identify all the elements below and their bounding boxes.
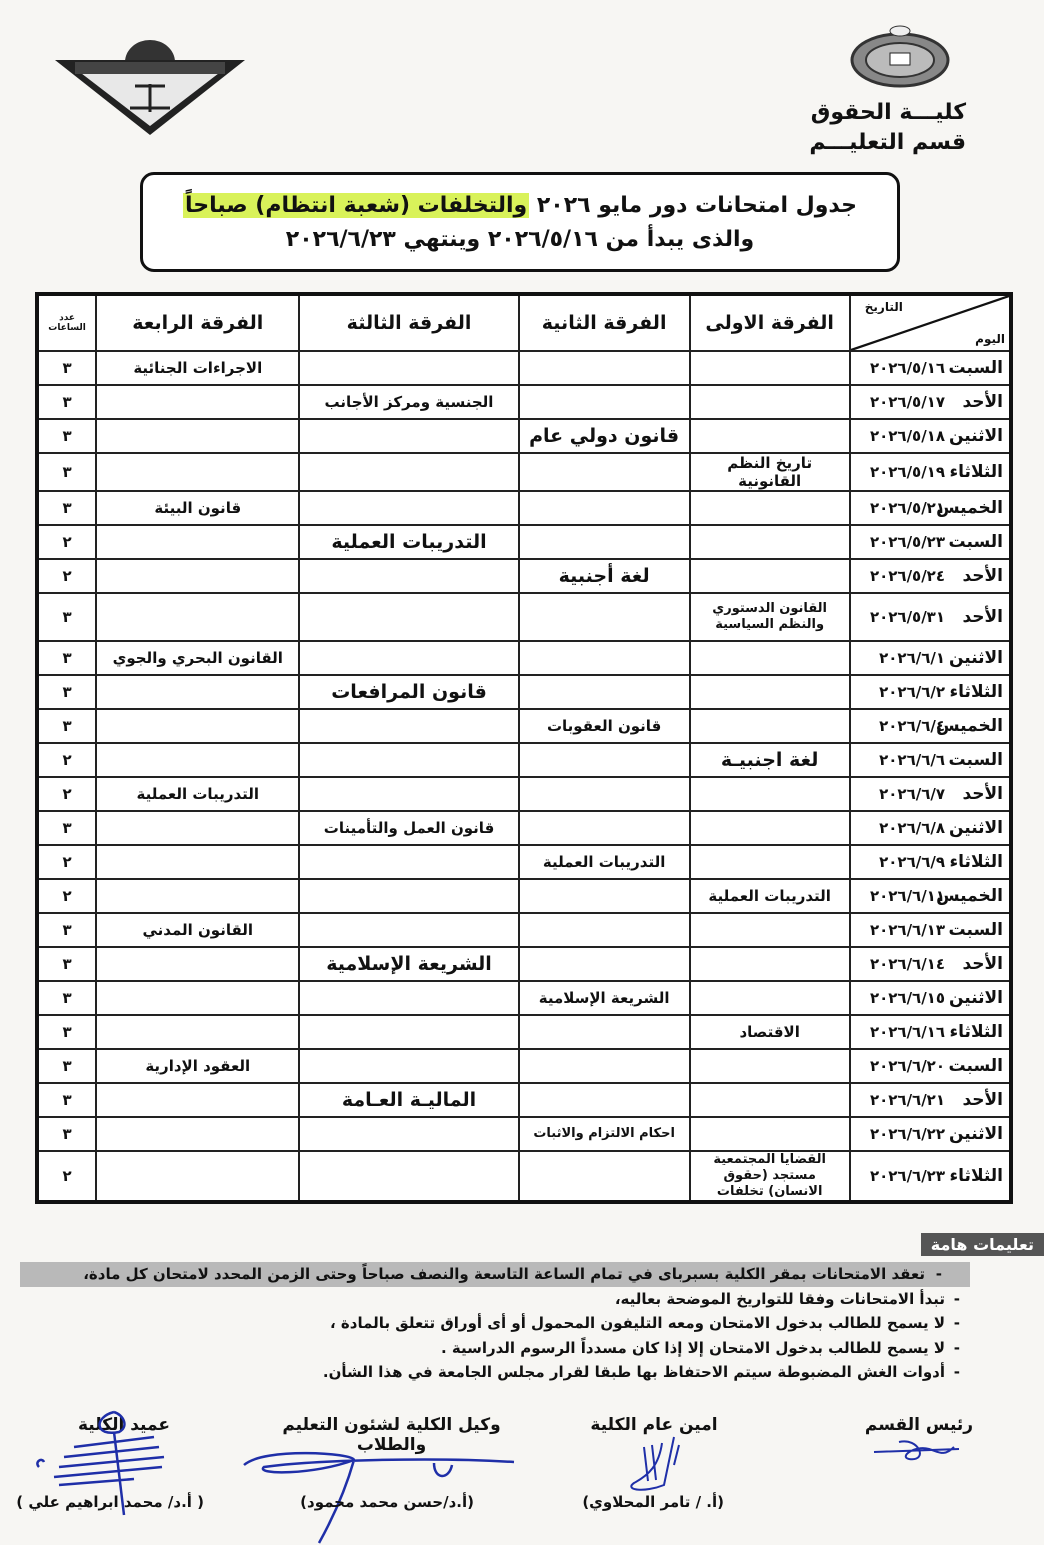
g2-subject-cell [519,913,690,947]
signature-dean [16,1415,204,1511]
g4-subject-cell: القانون المدني [96,913,299,947]
day-name: السبت [948,358,1003,378]
g3-subject-cell [299,491,518,525]
g3-subject-cell [299,1117,518,1151]
instructions-list [0,1262,1000,1385]
g3-subject-cell [299,1015,518,1049]
day-name: الاثنين [948,818,1003,838]
hours-cell: ٢ [37,777,96,811]
exam-date: ٢٠٢٦/٥/١٩ [869,463,945,481]
exam-schedule-table [35,292,1013,1204]
handwritten-signature-icon [869,1437,969,1467]
exam-date: ٢٠٢٦/٦/٢٠ [869,1057,945,1075]
g4-subject-cell [96,1015,299,1049]
g1-subject-cell: الاقتصاد [690,1015,850,1049]
signature-role: امين عام الكلية [590,1415,718,1435]
day-name: السبت [948,750,1003,770]
exam-date: ٢٠٢٦/٦/٨ [879,819,945,837]
day-date-cell [850,641,1011,675]
table-row [37,981,1011,1015]
exam-date: ٢٠٢٦/٦/٦ [879,751,945,769]
g4-subject-cell [96,559,299,593]
g1-subject-cell [690,525,850,559]
day-date-cell [850,453,1011,491]
g2-subject-cell: قانون العقوبات [519,709,690,743]
day-date-cell [850,743,1011,777]
table-row [37,593,1011,641]
table-row [37,419,1011,453]
signature-role: رئيس القسم [864,1415,974,1435]
org-header [809,98,966,158]
g4-subject-cell [96,743,299,777]
exam-date: ٢٠٢٦/٦/١٣ [869,921,945,939]
g1-subject-cell [690,675,850,709]
document-title [140,172,900,272]
exam-date: ٢٠٢٦/٥/٣١ [869,608,945,626]
signature-department-head [859,1415,979,1435]
g3-subject-cell [299,743,518,777]
signature-role: وكيل الكلية لشئون التعليم والطلاب [282,1415,501,1455]
signature-name: (أ.د/حسن محمد محمود) [300,1493,474,1511]
g1-subject-cell [690,709,850,743]
g1-subject-cell: تاريخ النظم القانونية [690,453,850,491]
g4-subject-cell [96,981,299,1015]
instruction-item: - تبدأ الامتحانات وفقا للتواريخ الموضحة بعاليه، [0,1287,1000,1312]
day-name: الخميس [936,498,1003,518]
g4-subject-cell [96,675,299,709]
hours-cell: ٣ [37,981,96,1015]
hours-cell: ٣ [37,913,96,947]
day-date-cell [850,675,1011,709]
g3-subject-cell: الشريعة الإسلامية [299,947,518,981]
table-row [37,777,1011,811]
g4-subject-cell: قانون البيئة [96,491,299,525]
hours-cell: ٣ [37,593,96,641]
day-date-cell [850,709,1011,743]
title-line-1 [143,189,897,223]
day-date-cell [850,491,1011,525]
g3-subject-cell [299,981,518,1015]
hours-cell: ٣ [37,1015,96,1049]
table-row [37,525,1011,559]
exam-date: ٢٠٢٦/٦/١١ [869,887,945,905]
g4-subject-cell [96,1117,299,1151]
g1-subject-cell [690,351,850,385]
table-row [37,1083,1011,1117]
day-name: الأحد [962,784,1003,804]
instruction-item: - لا يسمح للطالب بدخول الامتحان إلا إذا كان مسدداً الرسوم الدراسية . [0,1336,1000,1361]
g1-subject-cell [690,913,850,947]
exam-date: ٢٠٢٦/٦/١٤ [869,955,945,973]
g4-subject-cell [96,879,299,913]
day-name: السبت [948,532,1003,552]
table-row [37,385,1011,419]
g3-header: الفرقة الثالثة [299,294,518,351]
signature-name: ( أ.د/ محمد ابراهيم علي ) [16,1493,204,1511]
day-name: الأحد [962,954,1003,974]
faculty-law-scales-logo-icon [55,40,245,135]
g2-subject-cell: التدريبات العملية [519,845,690,879]
g4-subject-cell: التدريبات العملية [96,777,299,811]
table-row [37,641,1011,675]
day-name: الثلاثاء [949,462,1003,482]
day-name: الاثنين [948,426,1003,446]
table-row [37,559,1011,593]
g1-subject-cell: التدريبات العملية [690,879,850,913]
table-row [37,743,1011,777]
g3-subject-cell: قانون المرافعات [299,675,518,709]
table-row [37,709,1011,743]
g4-subject-cell: العقود الإدارية [96,1049,299,1083]
day-name: السبت [948,1056,1003,1076]
g1-subject-cell [690,1083,850,1117]
day-name: السبت [948,920,1003,940]
hours-header: عدد الساعات [37,294,96,351]
hours-cell: ٣ [37,453,96,491]
g2-subject-cell [519,947,690,981]
g3-subject-cell [299,1151,518,1202]
title-highlight: والتخلفات (شعبة انتظام) صباحاً [185,193,528,218]
g1-subject-cell [690,419,850,453]
handwritten-signature-icon [604,1435,704,1495]
table-row [37,1117,1011,1151]
table-row [37,1049,1011,1083]
g1-header: الفرقة الاولى [690,294,850,351]
exam-date: ٢٠٢٦/٦/١٦ [869,1023,945,1041]
table-row [37,913,1011,947]
g3-subject-cell [299,419,518,453]
g2-subject-cell [519,879,690,913]
signatures-section [0,1415,1044,1525]
hours-cell: ٣ [37,641,96,675]
day-date-cell [850,385,1011,419]
g2-subject-cell [519,675,690,709]
g2-subject-cell: الشريعة الإسلامية [519,981,690,1015]
exam-date: ٢٠٢٦/٦/١٥ [869,989,945,1007]
date-header-label: التاريخ [864,300,903,314]
day-date-cell [850,947,1011,981]
g3-subject-cell [299,453,518,491]
exam-date: ٢٠٢٦/٦/٩ [879,853,945,871]
exam-date: ٢٠٢٦/٦/٧ [879,785,945,803]
day-date-cell [850,981,1011,1015]
day-date-cell [850,419,1011,453]
signature-name: (أ. / تامر المحلاوي) [582,1493,724,1511]
hours-cell: ٢ [37,845,96,879]
g1-subject-cell [690,1117,850,1151]
hours-cell: ٣ [37,1083,96,1117]
day-name: الأحد [962,607,1003,627]
day-name: الاثنين [948,648,1003,668]
g1-subject-cell [690,947,850,981]
exam-date: ٢٠٢٦/٦/١ [879,649,945,667]
g4-subject-cell [96,1151,299,1202]
signature-role: عميد الكلية [78,1415,170,1435]
hours-cell: ٣ [37,385,96,419]
g2-subject-cell [519,351,690,385]
department-name: قسم التعليـــم [809,130,966,155]
g1-subject-cell: القانون الدستوري والنظم السياسية [690,593,850,641]
table-row [37,491,1011,525]
hours-cell: ٣ [37,351,96,385]
g3-subject-cell: الماليـة العـامة [299,1083,518,1117]
g4-header: الفرقة الرابعة [96,294,299,351]
g2-subject-cell: لغة أجنبية [519,559,690,593]
day-date-cell [850,559,1011,593]
g2-subject-cell [519,385,690,419]
g3-subject-cell [299,1049,518,1083]
g2-subject-cell [519,525,690,559]
g2-subject-cell [519,641,690,675]
table-row [37,879,1011,913]
day-name: الثلاثاء [949,682,1003,702]
instruction-item: - تعقد الامتحانات بمقر الكلية بسبرباى في تمام الساعة التاسعة والنصف صباحاً وحتى الزمن المحدد لامتحان كل مادة، [20,1262,970,1287]
table-row [37,351,1011,385]
hours-cell: ٣ [37,1049,96,1083]
day-date-cell [850,1049,1011,1083]
title-line-2: والذى يبدأ من ٢٠٢٦/٥/١٦ وينتهي ٢٠٢٦/٦/٢٣ [285,227,755,252]
day-date-cell [850,879,1011,913]
day-name: الأحد [962,1090,1003,1110]
day-date-cell [850,1015,1011,1049]
exam-date: ٢٠٢٦/٥/٢٣ [869,533,945,551]
day-date-cell [850,593,1011,641]
hours-cell: ٣ [37,491,96,525]
exam-date: ٢٠٢٦/٦/٢١ [869,1091,945,1109]
g3-subject-cell: الجنسية ومركز الأجانب [299,385,518,419]
g4-subject-cell [96,811,299,845]
g4-subject-cell [96,525,299,559]
g1-subject-cell: القضايا المجتمعية مستجد (حقوق الانسان) تخلفات [690,1151,850,1202]
exam-date: ٢٠٢٦/٦/٤ [879,717,945,735]
g3-subject-cell [299,777,518,811]
exam-date: ٢٠٢٦/٥/١٧ [869,393,945,411]
faculty-name: كليـــة الحقوق [810,100,966,125]
g2-subject-cell: احكام الالتزام والاثبات [519,1117,690,1151]
g3-subject-cell [299,641,518,675]
hours-cell: ٣ [37,811,96,845]
g1-subject-cell [690,641,850,675]
day-header-label: اليوم [975,332,1005,346]
g1-subject-cell: لغة اجنبيـة [690,743,850,777]
g1-subject-cell [690,385,850,419]
table-row [37,453,1011,491]
g2-subject-cell [519,777,690,811]
day-name: الاثنين [948,988,1003,1008]
hours-cell: ٣ [37,947,96,981]
g3-subject-cell [299,593,518,641]
day-name: الثلاثاء [949,1166,1003,1186]
hours-cell: ٢ [37,1151,96,1202]
day-date-cell [850,777,1011,811]
signature-vice-dean [254,1415,529,1511]
hours-cell: ٣ [37,709,96,743]
g4-subject-cell: الاجراءات الجنائية [96,351,299,385]
day-name: الاثنين [948,1124,1003,1144]
table-header-row [37,294,1011,351]
g1-subject-cell [690,491,850,525]
hours-cell: ٢ [37,525,96,559]
instructions-title: تعليمات هامة [921,1233,1044,1256]
table-row [37,845,1011,879]
exam-date: ٢٠٢٦/٥/٢٤ [869,567,945,585]
table-row [37,811,1011,845]
g2-subject-cell [519,743,690,777]
g1-subject-cell [690,777,850,811]
g1-subject-cell [690,559,850,593]
g4-subject-cell [96,947,299,981]
exam-date: ٢٠٢٦/٥/١٦ [869,359,945,377]
day-date-cell [850,913,1011,947]
day-name: الأحد [962,392,1003,412]
handwritten-signature-icon [234,1435,524,1545]
exam-date: ٢٠٢٦/٦/٢ [879,683,945,701]
g2-subject-cell: قانون دولي عام [519,419,690,453]
g3-subject-cell: قانون العمل والتأمينات [299,811,518,845]
g1-subject-cell [690,1049,850,1083]
g2-subject-cell [519,453,690,491]
hours-cell: ٣ [37,1117,96,1151]
g1-subject-cell [690,845,850,879]
g4-subject-cell [96,419,299,453]
g4-subject-cell [96,593,299,641]
g2-header: الفرقة الثانية [519,294,690,351]
hours-cell: ٣ [37,419,96,453]
title-line-1-text: جدول امتحانات دور مايو ٢٠٢٦ [529,193,857,218]
exam-date: ٢٠٢٦/٦/٢٣ [869,1167,945,1185]
g3-subject-cell [299,913,518,947]
day-date-cell [850,1151,1011,1202]
hours-cell: ٢ [37,559,96,593]
day-date-cell [850,811,1011,845]
table-row [37,1151,1011,1202]
table-row [37,1015,1011,1049]
g4-subject-cell: القانون البحري والجوي [96,641,299,675]
g2-subject-cell [519,593,690,641]
exam-date: ٢٠٢٦/٦/٢٢ [869,1125,945,1143]
g3-subject-cell [299,709,518,743]
day-date-header [850,294,1011,351]
hours-cell: ٢ [37,743,96,777]
exam-date: ٢٠٢٦/٥/٢١ [869,499,945,517]
g2-subject-cell [519,1015,690,1049]
instruction-item: - أدوات الغش المضبوطة سيتم الاحتفاظ بها طبقا لقرار مجلس الجامعة في هذا الشأن. [0,1360,1000,1385]
table-row [37,675,1011,709]
signature-secretary-general [582,1415,724,1511]
g3-subject-cell [299,845,518,879]
g3-subject-cell [299,351,518,385]
g1-subject-cell [690,981,850,1015]
day-date-cell [850,525,1011,559]
g4-subject-cell [96,1083,299,1117]
day-name: الأحد [962,566,1003,586]
instruction-item: - لا يسمح للطالب بدخول الامتحان ومعه التليفون المحمول أو أى أوراق تتعلق بالمادة ، [0,1311,1000,1336]
g3-subject-cell [299,559,518,593]
day-date-cell [850,1083,1011,1117]
g2-subject-cell [519,1151,690,1202]
day-date-cell [850,845,1011,879]
g4-subject-cell [96,385,299,419]
g2-subject-cell [519,1083,690,1117]
g2-subject-cell [519,1049,690,1083]
g2-subject-cell [519,491,690,525]
university-seal-logo-icon [845,25,955,95]
table-row [37,947,1011,981]
day-name: الثلاثاء [949,1022,1003,1042]
hours-cell: ٢ [37,879,96,913]
exam-date: ٢٠٢٦/٥/١٨ [869,427,945,445]
g3-subject-cell: التدريبات العملية [299,525,518,559]
day-date-cell [850,351,1011,385]
day-date-cell [850,1117,1011,1151]
g4-subject-cell [96,845,299,879]
day-name: الخميس [936,886,1003,906]
g4-subject-cell [96,453,299,491]
table-body [37,351,1011,1202]
day-name: الخميس [936,716,1003,736]
g3-subject-cell [299,879,518,913]
g1-subject-cell [690,811,850,845]
day-name: الثلاثاء [949,852,1003,872]
g2-subject-cell [519,811,690,845]
g4-subject-cell [96,709,299,743]
hours-cell: ٣ [37,675,96,709]
